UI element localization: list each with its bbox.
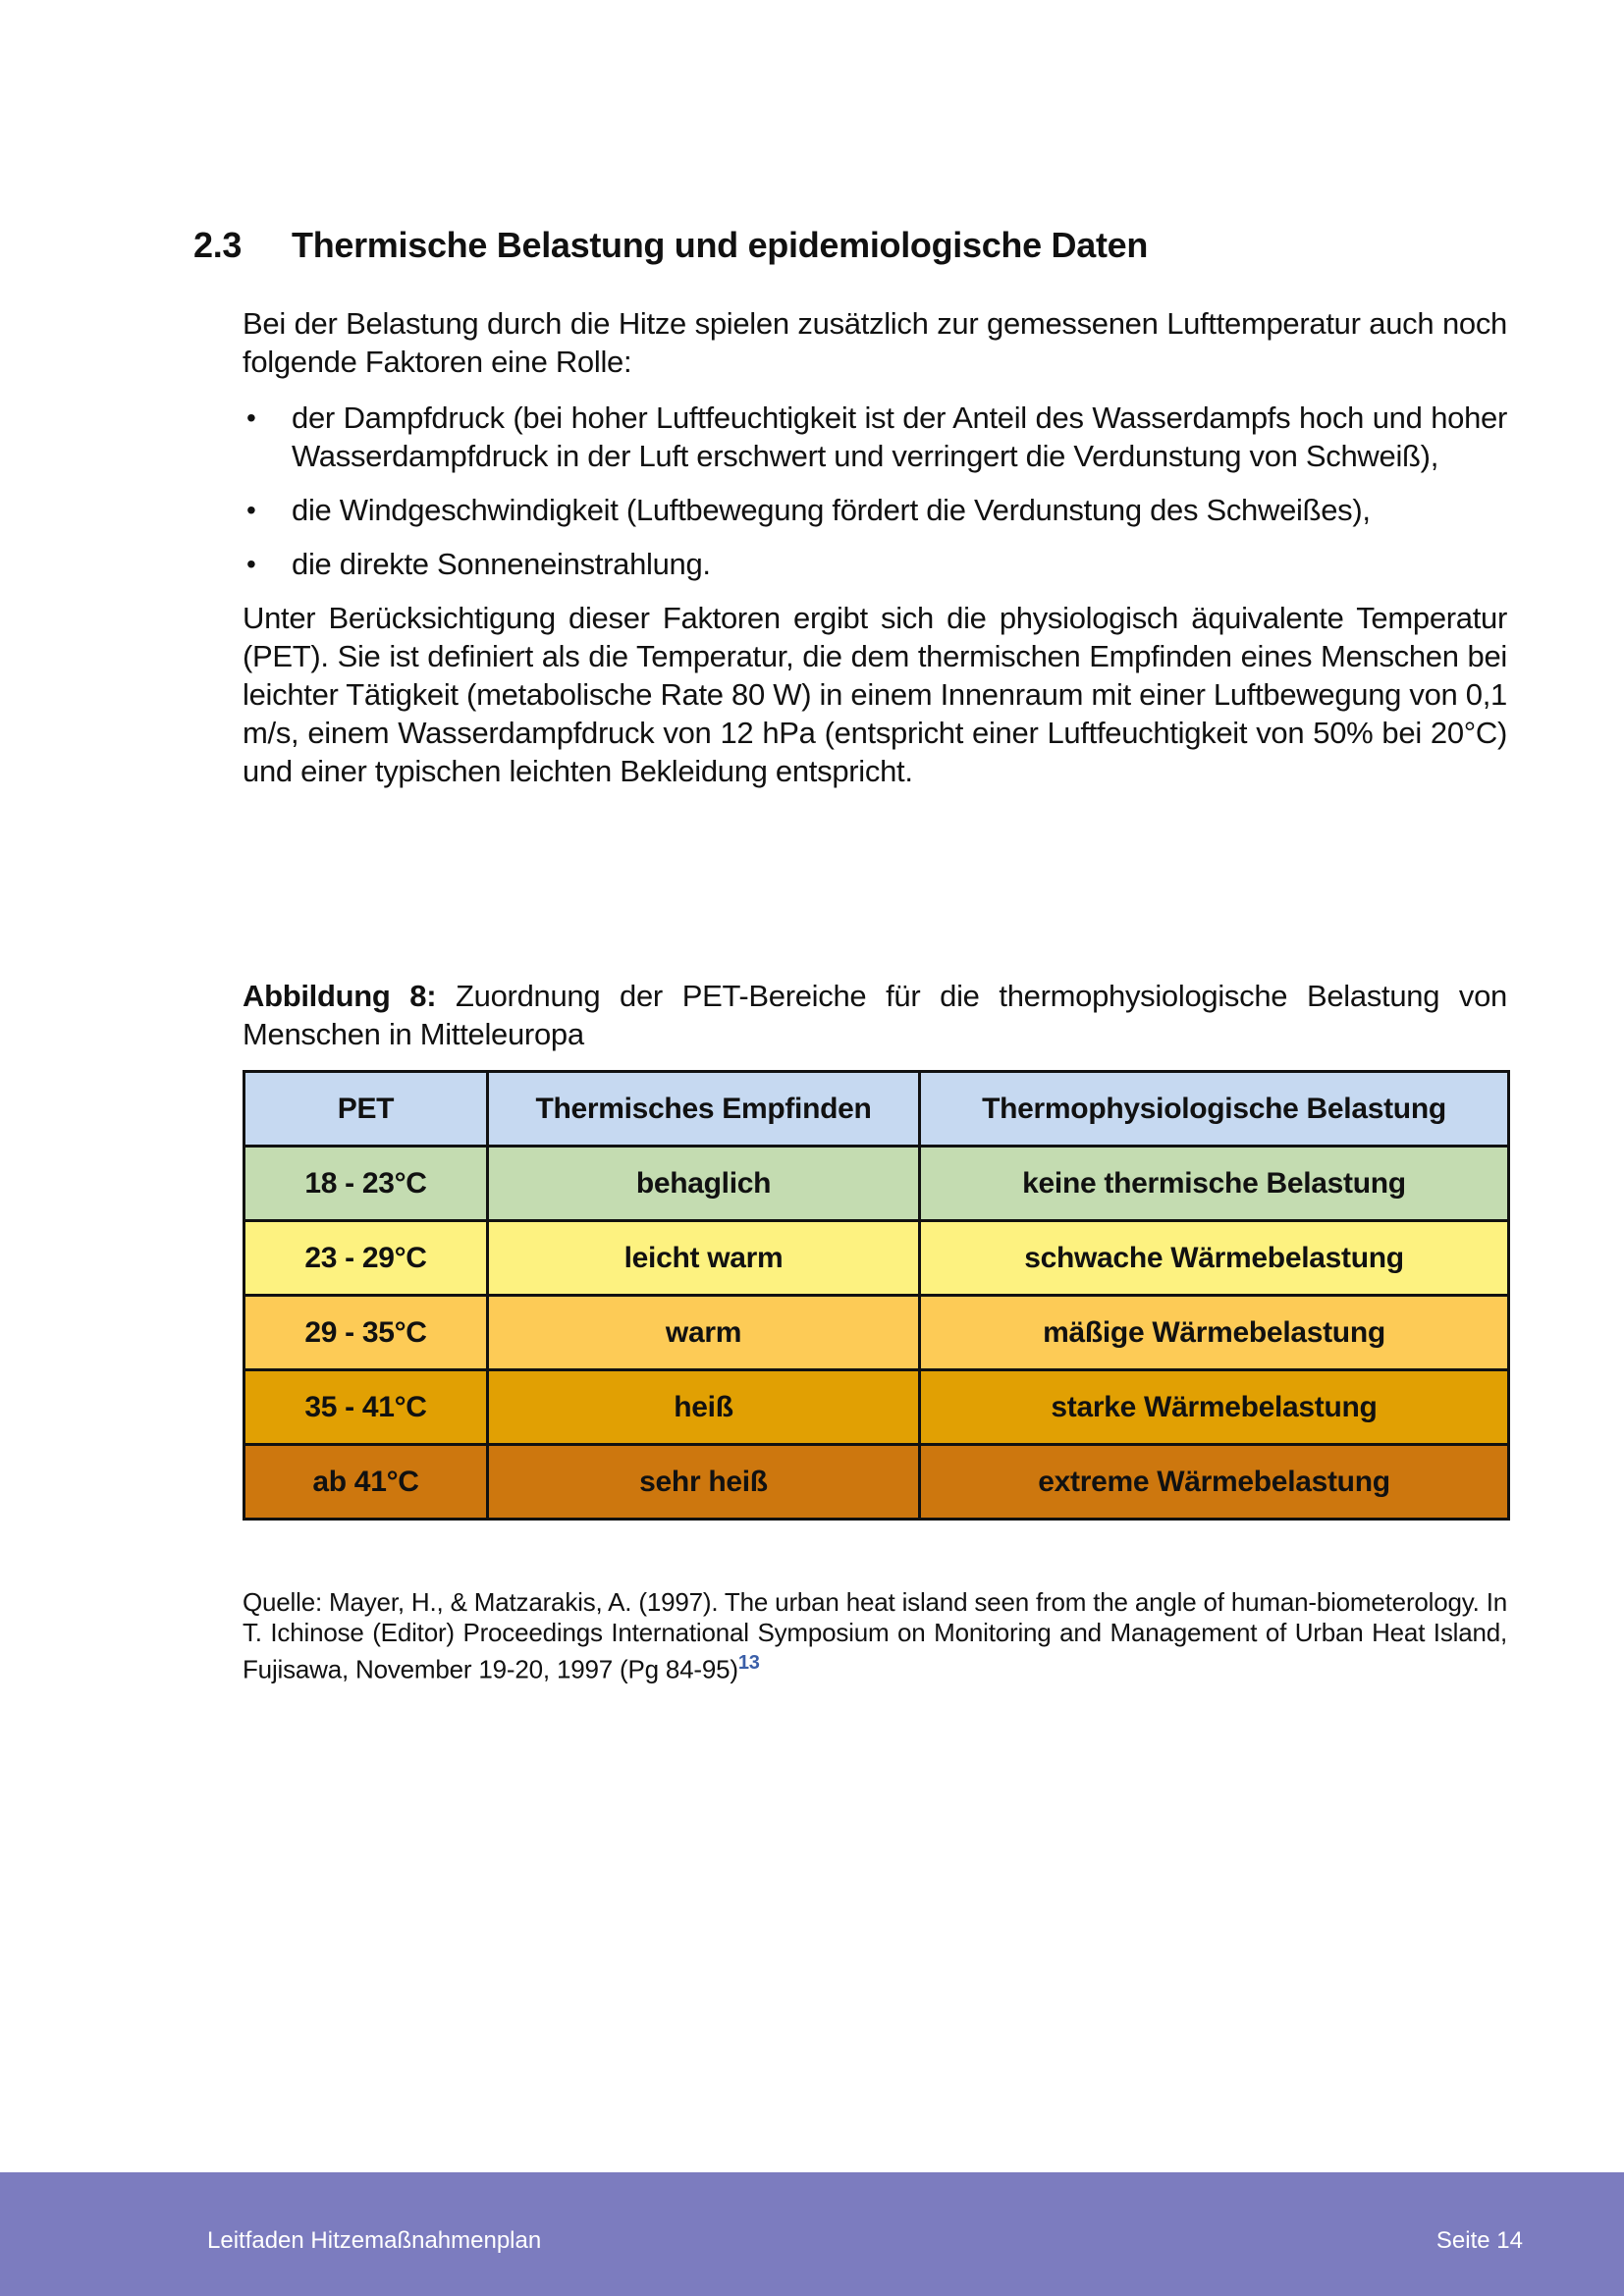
source-citation — [243, 1587, 1507, 1685]
cell-pet: 29 - 35°C — [244, 1296, 488, 1370]
bullet-icon: • — [246, 549, 256, 579]
body-content — [243, 304, 1507, 790]
cell-empfinden: heiß — [488, 1370, 920, 1445]
section-title: Thermische Belastung und epidemiologische Daten — [292, 225, 1149, 265]
header-pet: PET — [244, 1072, 488, 1147]
figure-caption-text: Zuordnung der PET-Bereiche für die thermophysiologische Belastung von Menschen in Mitteleuropa — [243, 979, 1507, 1051]
factor-list — [243, 399, 1507, 583]
list-item-text: der Dampfdruck (bei hoher Luftfeuchtigkeit ist der Anteil des Wasserdampfs hoch und hoher Wasserdampfdruck in der Luft erschwert und verringert die Verdunstung von Schweiß), — [292, 400, 1507, 473]
list-item-text: die Windgeschwindigkeit (Luftbewegung fördert die Verdunstung des Schweißes), — [292, 493, 1371, 527]
pet-table — [243, 1070, 1510, 1521]
cell-pet: ab 41°C — [244, 1445, 488, 1520]
cell-empfinden: behaglich — [488, 1147, 920, 1221]
cell-pet: 35 - 41°C — [244, 1370, 488, 1445]
list-item — [243, 399, 1507, 475]
cell-pet: 18 - 23°C — [244, 1147, 488, 1221]
bullet-icon: • — [246, 495, 256, 525]
cell-belastung: keine thermische Belastung — [920, 1147, 1509, 1221]
footnote-marker[interactable]: 13 — [737, 1652, 760, 1674]
footer-document-title: Leitfaden Hitzemaßnahmenplan — [207, 2227, 542, 2254]
cell-belastung: mäßige Wärmebelastung — [920, 1296, 1509, 1370]
source-text: Quelle: Mayer, H., & Matzarakis, A. (1997). The urban heat island seen from the angle of human-biometerology. In T. Ichinose (Editor) Proceedings International Symposium on Monitoring and Management of Urban Heat Island, Fujisawa, November 19-20, 1997 (Pg 84-95) — [243, 1587, 1507, 1684]
page-footer — [0, 2172, 1624, 2296]
cell-belastung: starke Wärmebelastung — [920, 1370, 1509, 1445]
list-item-text: die direkte Sonneneinstrahlung. — [292, 547, 711, 581]
table-row — [244, 1221, 1509, 1296]
list-item — [243, 491, 1507, 529]
figure-label: Abbildung 8: — [243, 979, 437, 1013]
figure-caption — [243, 977, 1507, 1053]
list-item — [243, 545, 1507, 583]
table-row — [244, 1147, 1509, 1221]
cell-empfinden: warm — [488, 1296, 920, 1370]
header-belastung: Thermophysiologische Belastung — [920, 1072, 1509, 1147]
section-number: 2.3 — [193, 225, 243, 265]
table-row — [244, 1445, 1509, 1520]
cell-pet: 23 - 29°C — [244, 1221, 488, 1296]
footer-page-number: Seite 14 — [1435, 2227, 1523, 2254]
cell-belastung: schwache Wärmebelastung — [920, 1221, 1509, 1296]
header-empfinden: Thermisches Empfinden — [488, 1072, 920, 1147]
cell-empfinden: leicht warm — [488, 1221, 920, 1296]
bullet-icon: • — [246, 402, 256, 433]
table-row — [244, 1370, 1509, 1445]
table-header-row — [244, 1072, 1509, 1147]
intro-paragraph: Bei der Belastung durch die Hitze spielen zusätzlich zur gemessenen Lufttemperatur auch noch folgende Faktoren eine Rolle: — [243, 306, 1507, 379]
table-row — [244, 1296, 1509, 1370]
section-heading — [193, 222, 1509, 269]
pet-definition-paragraph: Unter Berücksichtigung dieser Faktoren ergibt sich die physiologisch äquivalente Temperatur (PET). Sie ist definiert als die Temperatur, die dem thermischen Empfinden eines Menschen bei leichter Tätigkeit (metabolische Rate 80 W) in einem Innenraum mit einer Luftbewegung von 0,1 m/s, einem Wasserdampfdruck von 12 hPa (entspricht einer Luftfeuchtigkeit von 50% bei 20°C) und einer typischen leichten Bekleidung entspricht. — [243, 601, 1507, 788]
cell-empfinden: sehr heiß — [488, 1445, 920, 1520]
cell-belastung: extreme Wärmebelastung — [920, 1445, 1509, 1520]
